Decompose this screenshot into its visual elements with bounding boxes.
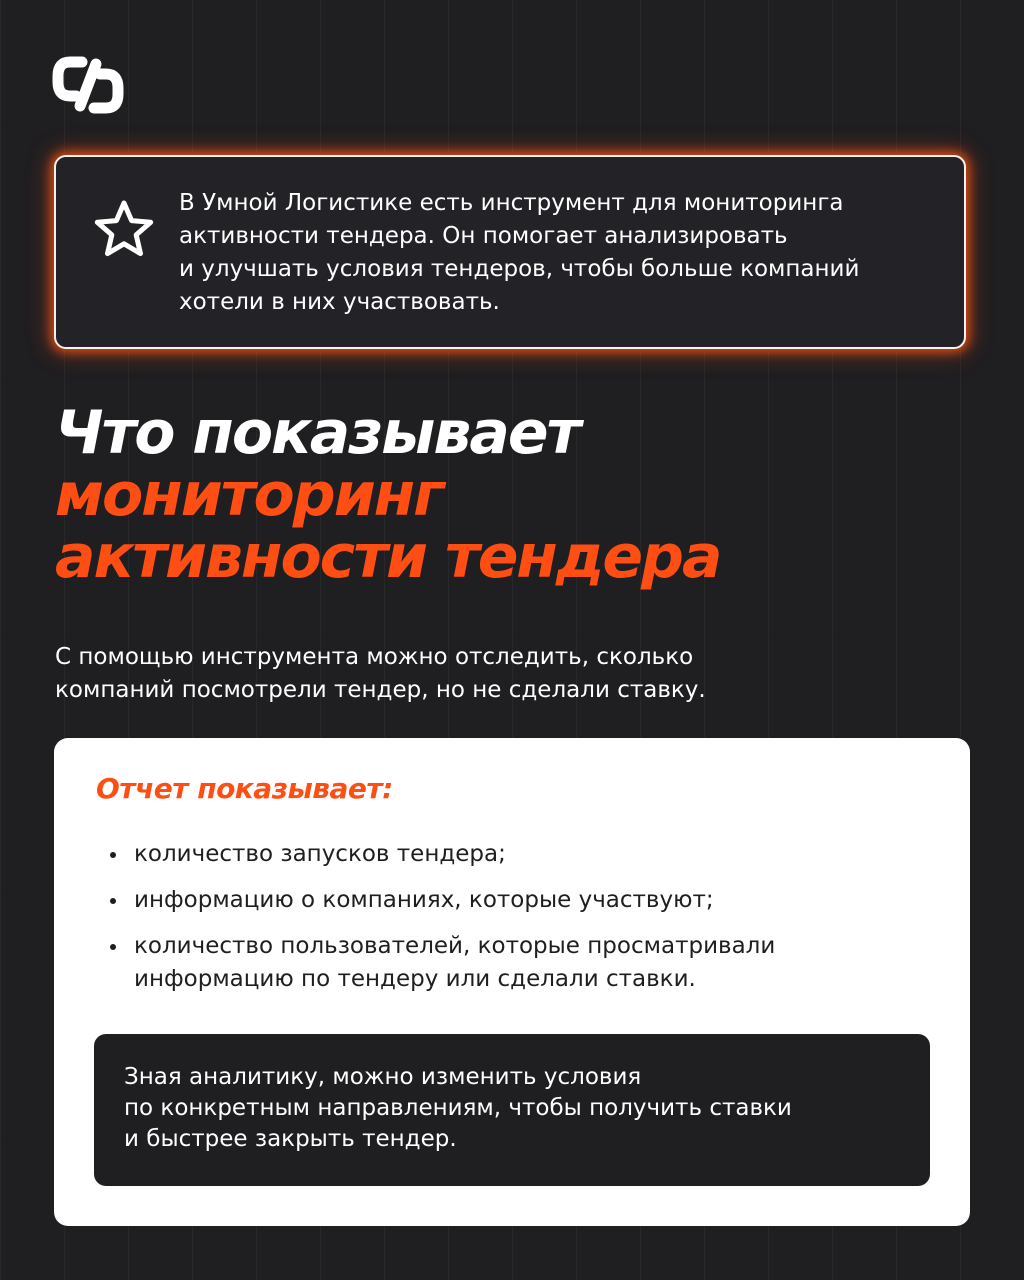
- title-line-white: Что показывает: [55, 398, 580, 468]
- report-list: [106, 838, 926, 1009]
- note-line: по конкретным направлениям, чтобы получить ставки: [124, 1095, 792, 1121]
- intro-line: компаний посмотрели тендер, но не сделали ставку.: [55, 677, 706, 703]
- note-line: и быстрее закрыть тендер.: [124, 1126, 457, 1152]
- info-card: [54, 155, 966, 349]
- info-card-line: активности тендера. Он помогает анализировать: [179, 223, 788, 249]
- brand-logo-icon: [52, 52, 124, 118]
- note-text: [124, 1062, 914, 1155]
- list-item: [106, 930, 926, 996]
- list-item-text: информацию о компаниях, которые участвуют;: [134, 887, 714, 913]
- note-box: [94, 1034, 930, 1186]
- info-card-line: хотели в них участвовать.: [179, 289, 500, 315]
- report-card: [54, 738, 970, 1226]
- list-item: [106, 838, 926, 871]
- intro-line: С помощью инструмента можно отследить, сколько: [55, 644, 694, 670]
- info-card-line: и улучшать условия тендеров, чтобы больше компаний: [179, 256, 860, 282]
- title-line-accent: мониторинг: [55, 460, 443, 530]
- bullet-icon: [110, 898, 116, 904]
- report-title: Отчет показывает:: [96, 772, 393, 805]
- page-title: [55, 398, 721, 592]
- bullet-icon: [110, 852, 116, 858]
- info-card-text: [179, 187, 949, 319]
- note-line: Зная аналитику, можно изменить условия: [124, 1064, 642, 1090]
- list-item-text: информацию по тендеру или сделали ставки.: [134, 966, 696, 992]
- intro-text: [55, 641, 955, 707]
- info-card-line: В Умной Логистике есть инструмент для мониторинга: [179, 190, 844, 216]
- bullet-icon: [110, 944, 116, 950]
- title-line-accent: активности тендера: [55, 522, 721, 592]
- list-item-text: количество пользователей, которые просматривали: [134, 933, 776, 959]
- star-icon: [92, 197, 156, 261]
- list-item: [106, 884, 926, 917]
- list-item-text: количество запусков тендера;: [134, 841, 506, 867]
